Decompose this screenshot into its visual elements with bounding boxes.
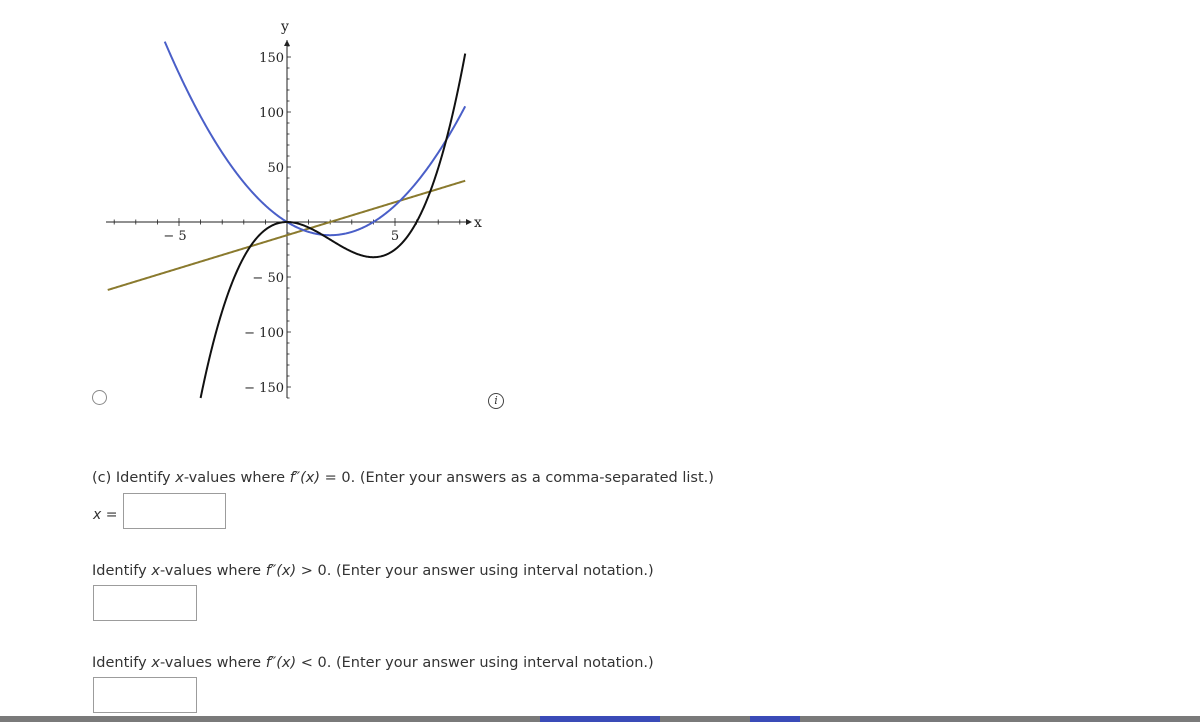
f-curve bbox=[201, 54, 466, 398]
answer-negative-input[interactable] bbox=[93, 677, 197, 713]
question-negative-prefix: Identify bbox=[92, 655, 152, 671]
y-tick-label: − 150 bbox=[244, 381, 284, 396]
answer-positive-input[interactable] bbox=[93, 585, 197, 621]
y-tick-label: − 50 bbox=[252, 271, 284, 286]
x-axis-label: x bbox=[474, 215, 482, 231]
question-negative-rest: < 0. (Enter your answer using interval notation.) bbox=[296, 655, 654, 671]
y-tick-label: 150 bbox=[259, 51, 284, 66]
y-axis-arrow bbox=[284, 40, 290, 46]
answer-c-input[interactable] bbox=[123, 493, 226, 529]
question-negative bbox=[92, 655, 654, 671]
f-prime-curve bbox=[165, 42, 465, 236]
bottom-accent bbox=[540, 716, 660, 722]
y-axis-label: y bbox=[281, 19, 289, 35]
question-negative-func: f″(x) bbox=[265, 655, 297, 671]
question-c-var: x bbox=[175, 470, 184, 486]
question-negative-middle: -values where bbox=[159, 655, 266, 671]
radio-button[interactable] bbox=[92, 390, 107, 405]
question-positive bbox=[92, 563, 654, 579]
info-icon[interactable]: i bbox=[488, 393, 504, 409]
question-positive-rest: > 0. (Enter your answer using interval notation.) bbox=[296, 563, 654, 579]
x-tick-label: − 5 bbox=[163, 229, 187, 244]
x-axis-arrow bbox=[466, 219, 472, 225]
question-positive-var: x bbox=[151, 563, 160, 579]
y-tick-label: 50 bbox=[267, 161, 284, 176]
y-tick-label: − 100 bbox=[244, 326, 284, 341]
question-positive-middle: -values where bbox=[159, 563, 266, 579]
x-tick-label: 5 bbox=[390, 229, 400, 244]
question-positive-prefix: Identify bbox=[92, 563, 152, 579]
function-graph bbox=[0, 0, 560, 420]
y-tick-label: 100 bbox=[259, 106, 284, 121]
answer-c-label: x = bbox=[93, 507, 118, 523]
question-positive-func: f″(x) bbox=[265, 563, 297, 579]
bottom-accent bbox=[750, 716, 800, 722]
question-c bbox=[92, 470, 714, 486]
question-c-func: f″(x) bbox=[289, 470, 321, 486]
question-c-rest: = 0. (Enter your answers as a comma-separated list.) bbox=[320, 470, 714, 486]
question-negative-var: x bbox=[151, 655, 160, 671]
f-double-prime-curve bbox=[108, 181, 465, 290]
question-c-prefix: (c) Identify bbox=[92, 470, 176, 486]
question-c-middle: -values where bbox=[183, 470, 290, 486]
